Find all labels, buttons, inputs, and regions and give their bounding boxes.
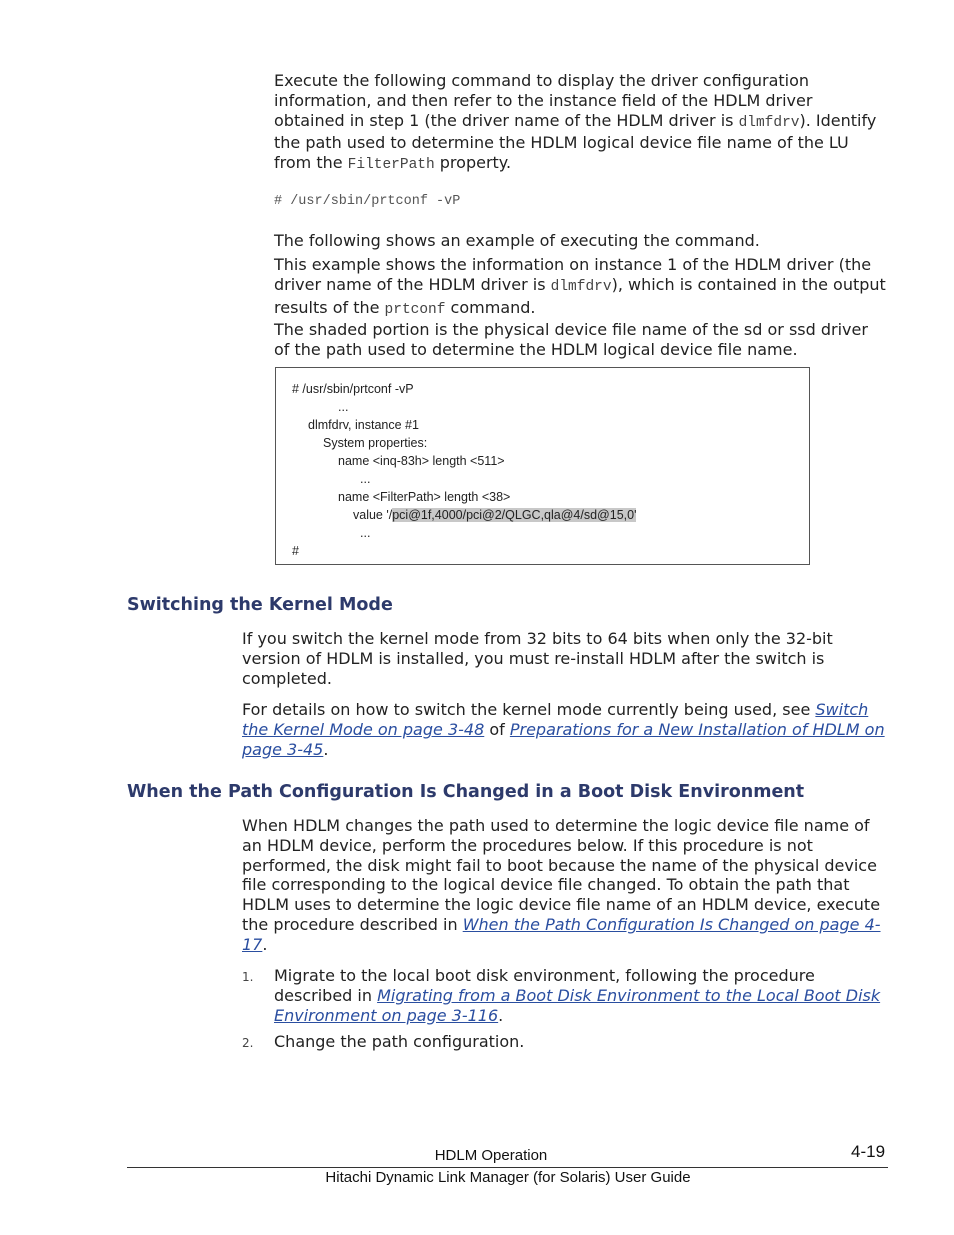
kernel-mode-paragraph-1: If you switch the kernel mode from 32 bits to 64 bits when only the 32-bit version of HDLM is installed, you must re-install HDLM after the switch is completed. xyxy=(242,629,833,688)
step-number: 1. xyxy=(242,970,254,984)
step-2-text: Change the path configuration. xyxy=(274,1032,525,1051)
switch-kernel-mode-link[interactable]: Switch the Kernel Mode on page 3-48 xyxy=(242,700,869,739)
figure-line-command: # /usr/sbin/prtconf -vP xyxy=(292,382,414,396)
section-heading-kernel-mode: Switching the Kernel Mode xyxy=(127,595,393,615)
driver-name-code: dlmfdrv xyxy=(738,114,800,131)
figure-line-ellipsis: ... xyxy=(338,400,349,414)
kernel-mode-paragraph-2: For details on how to switch the kernel mode currently being used, see Switch the Kernel Mode on page 3-48 of Preparations for a New Installation of HDLM on page 3-45. xyxy=(242,700,885,759)
preparations-new-installation-link[interactable]: Preparations for a New Installation of HDLM on page 3-45 xyxy=(242,719,885,759)
filterpath-code: FilterPath xyxy=(347,157,435,174)
prtconf-code: prtconf xyxy=(384,301,446,318)
intro-paragraph-3: This example shows the information on instance 1 of the HDLM driver (the driver name of the HDLM driver is dlmfdrv), which is contained in the output results of the prtconf command. xyxy=(274,255,886,318)
figure-line-inq83h: name <inq-83h> length <511> xyxy=(338,454,505,468)
intro-paragraph-2: The following shows an example of executing the command. xyxy=(274,231,760,250)
path-configuration-changed-link[interactable]: When the Path Configuration Is Changed on page 4-17 xyxy=(242,914,881,954)
figure-line-ellipsis: ... xyxy=(360,472,371,486)
command-line: # /usr/sbin/prtconf -vP xyxy=(274,194,461,209)
figure-line-prompt: # xyxy=(292,544,299,558)
footer-section-title: HDLM Operation xyxy=(434,1147,548,1164)
shaded-device-path: pci@1f,4000/pci@2/QLGC,qla@4/sd@15,0' xyxy=(392,508,637,522)
step-1-text: Migrate to the local boot disk environment, following the procedure described in Migrating from a Boot Disk Environment to the Local Boot Disk Environment on page 3-116. xyxy=(274,966,881,1025)
boot-disk-paragraph-1: When HDLM changes the path used to determine the logic device file name of an HDLM device, perform the procedures below. If this procedure is not performed, the disk might fail to boot because the name of the physical device file corresponding to the logical device file changed. To obtain the path that HDLM uses to determine the logic device file name of an HDLM device, execute the procedure described in When the Path Configuration Is Changed on page 4-17. xyxy=(242,816,881,954)
intro-paragraph-1: Execute the following command to display the driver configuration information, and then refer to the instance field of the HDLM driver obtained in step 1 (the driver name of the HDLM driver is dlmfdrv). Identify the path used to determine the HDLM logical device file name of the LU from the FilterPath property. xyxy=(274,71,877,174)
footer-guide-title: Hitachi Dynamic Link Manager (for Solaris) User Guide xyxy=(325,1169,691,1186)
figure-line-ellipsis: ... xyxy=(360,526,371,540)
figure-line-instance: dlmfdrv, instance #1 xyxy=(308,418,419,432)
step-number: 2. xyxy=(242,1036,254,1050)
figure-line-filterpath: name <FilterPath> length <38> xyxy=(338,490,511,504)
intro-paragraph-4: The shaded portion is the physical device file name of the sd or ssd driver of the path used to determine the HDLM logical device file name. xyxy=(274,320,868,359)
section-heading-boot-disk: When the Path Configuration Is Changed in a Boot Disk Environment xyxy=(127,782,805,802)
figure-line-system-properties: System properties: xyxy=(323,436,428,450)
page-number: 4-19 xyxy=(851,1142,886,1161)
driver-name-code: dlmfdrv xyxy=(550,278,612,295)
migrating-boot-disk-link[interactable]: Migrating from a Boot Disk Environment to the Local Boot Disk Environment on page 3-116 xyxy=(274,985,881,1025)
figure-line-value: value '/pci@1f,4000/pci@2/QLGC,qla@4/sd@15,0' xyxy=(353,508,637,522)
command-output-figure xyxy=(275,367,810,565)
